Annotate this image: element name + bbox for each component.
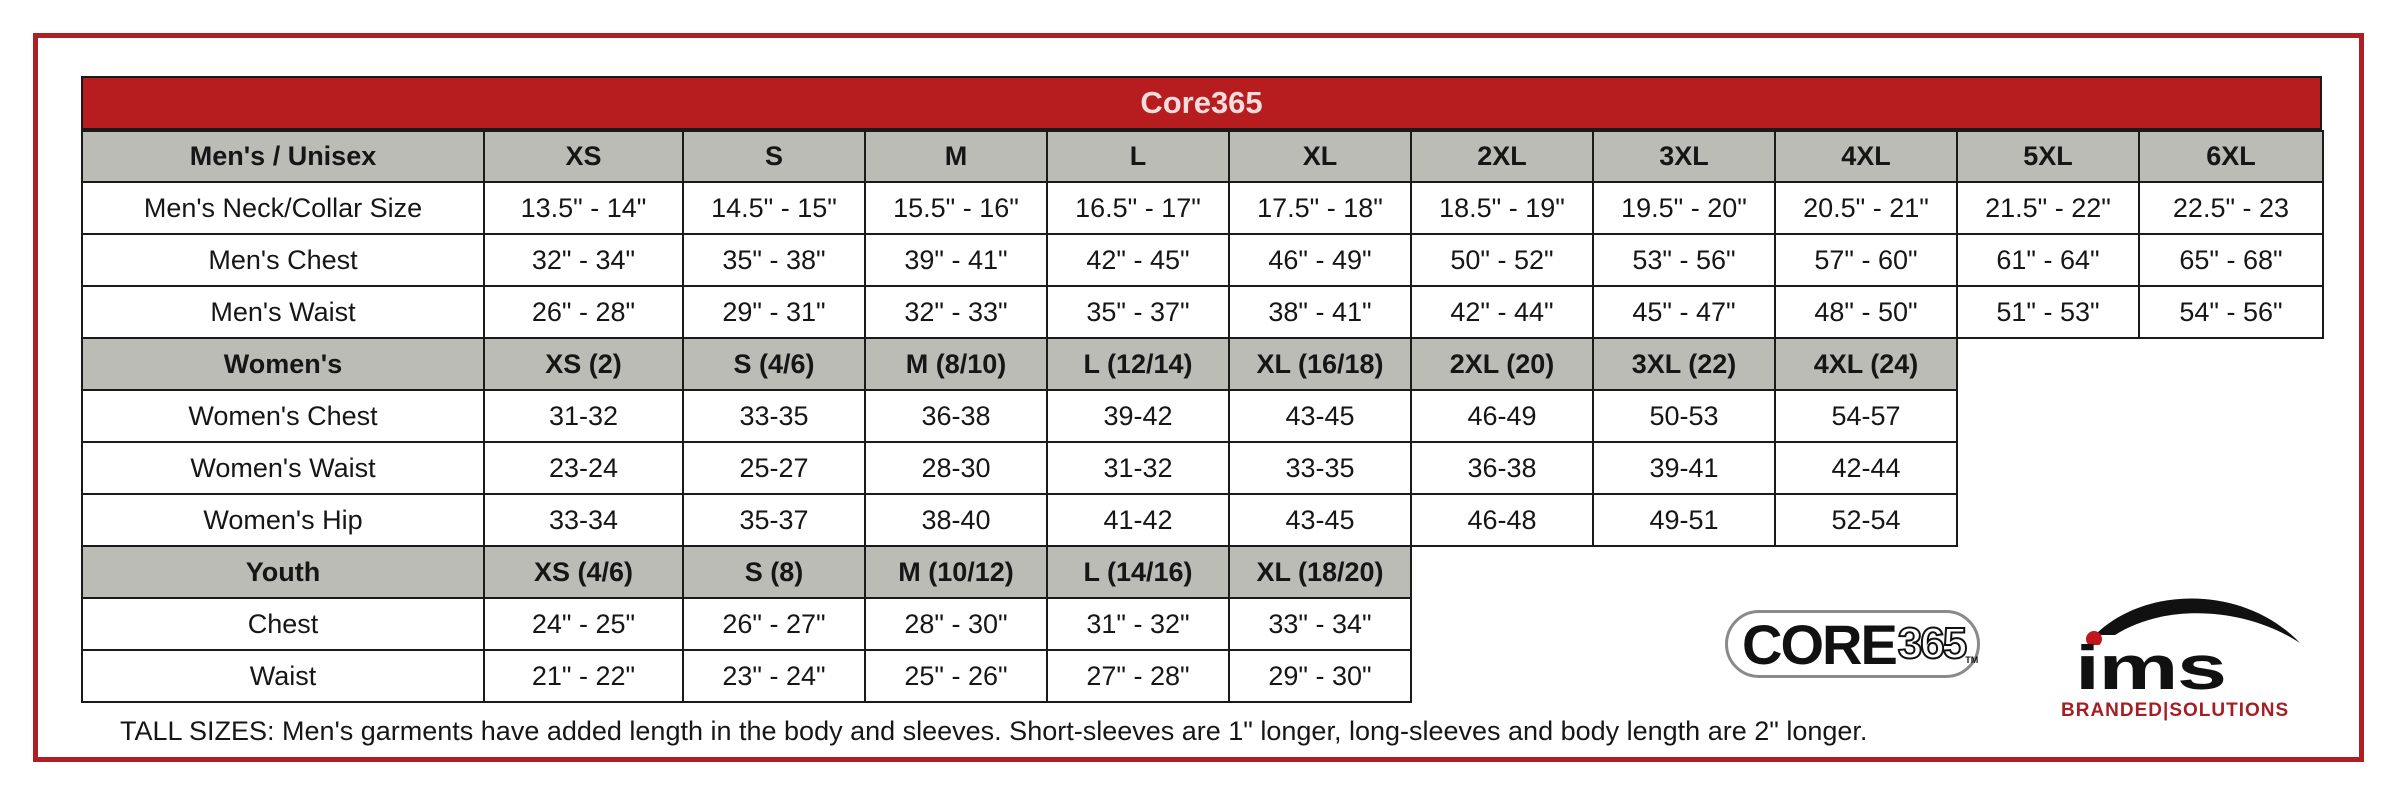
ims-logo <box>2055 585 2325 725</box>
mens-size-value: 26" - 28" <box>483 285 684 339</box>
youth-row-label: Waist <box>81 649 485 703</box>
ims-logo-tagline: BRANDED|SOLUTIONS <box>2061 700 2290 721</box>
mens-size-value: 20.5" - 21" <box>1774 181 1958 235</box>
mens-size-value: 38" - 41" <box>1228 285 1412 339</box>
womens-size-value: 33-35 <box>1228 441 1412 495</box>
mens-size-value: 32" - 34" <box>483 233 684 287</box>
mens-size-value: 45" - 47" <box>1592 285 1776 339</box>
youth-size-value: 33" - 34" <box>1228 597 1412 651</box>
mens-size-value: 14.5" - 15" <box>682 181 866 235</box>
core365-logo <box>1725 610 1980 678</box>
womens-size-value: 23-24 <box>483 441 684 495</box>
womens-size-value: 31-32 <box>483 389 684 443</box>
womens-size-value: 25-27 <box>682 441 866 495</box>
mens-size-value: 22.5" - 23 <box>2138 181 2324 235</box>
womens-size-value: 28-30 <box>864 441 1048 495</box>
womens-size-value: 50-53 <box>1592 389 1776 443</box>
womens-size-value: 46-49 <box>1410 389 1594 443</box>
mens-size-value: 19.5" - 20" <box>1592 181 1776 235</box>
womens-size-header: 3XL (22) <box>1592 337 1776 391</box>
mens-size-value: 42" - 45" <box>1046 233 1230 287</box>
mens-size-header: 4XL <box>1774 130 1958 183</box>
womens-size-value: 36-38 <box>1410 441 1594 495</box>
mens-size-header: 5XL <box>1956 130 2140 183</box>
womens-size-value: 46-48 <box>1410 493 1594 547</box>
mens-size-value: 46" - 49" <box>1228 233 1412 287</box>
mens-size-value: 35" - 38" <box>682 233 866 287</box>
womens-size-header: 2XL (20) <box>1410 337 1594 391</box>
mens-size-value: 35" - 37" <box>1046 285 1230 339</box>
mens-size-header: M <box>864 130 1048 183</box>
womens-size-value: 49-51 <box>1592 493 1776 547</box>
youth-size-header: S (8) <box>682 545 866 599</box>
womens-size-header: XS (2) <box>483 337 684 391</box>
core-logo-text: CORE <box>1742 612 1896 676</box>
youth-size-header: L (14/16) <box>1046 545 1230 599</box>
youth-size-value: 28" - 30" <box>864 597 1048 651</box>
womens-size-value: 38-40 <box>864 493 1048 547</box>
mens-size-value: 18.5" - 19" <box>1410 181 1594 235</box>
womens-size-value: 54-57 <box>1774 389 1958 443</box>
core-logo-number: 365 <box>1897 619 1966 668</box>
womens-size-value: 36-38 <box>864 389 1048 443</box>
mens-row-label: Men's Waist <box>81 285 485 339</box>
womens-size-value: 43-45 <box>1228 493 1412 547</box>
mens-size-value: 42" - 44" <box>1410 285 1594 339</box>
womens-size-value: 35-37 <box>682 493 866 547</box>
mens-size-value: 50" - 52" <box>1410 233 1594 287</box>
mens-size-value: 17.5" - 18" <box>1228 181 1412 235</box>
womens-size-value: 39-42 <box>1046 389 1230 443</box>
youth-size-header: XL (18/20) <box>1228 545 1412 599</box>
ims-logo-word: ims <box>2075 634 2226 703</box>
womens-size-value: 52-54 <box>1774 493 1958 547</box>
mens-size-value: 51" - 53" <box>1956 285 2140 339</box>
womens-size-value: 41-42 <box>1046 493 1230 547</box>
youth-size-value: 29" - 30" <box>1228 649 1412 703</box>
womens-size-header: 4XL (24) <box>1774 337 1958 391</box>
mens-size-value: 16.5" - 17" <box>1046 181 1230 235</box>
mens-size-value: 48" - 50" <box>1774 285 1958 339</box>
youth-size-value: 31" - 32" <box>1046 597 1230 651</box>
womens-row-label: Women's Chest <box>81 389 485 443</box>
tall-sizes-note: TALL SIZES: Men's garments have added length in the body and sleeves. Short-sleeves are 1" longer, long-sleeves and body length are 2" longer. <box>120 716 1868 746</box>
womens-size-value: 33-35 <box>682 389 866 443</box>
womens-size-value: 31-32 <box>1046 441 1230 495</box>
youth-size-value: 27" - 28" <box>1046 649 1230 703</box>
youth-section-header: Youth <box>81 545 485 599</box>
mens-size-header: 2XL <box>1410 130 1594 183</box>
mens-size-header: 3XL <box>1592 130 1776 183</box>
mens-size-value: 21.5" - 22" <box>1956 181 2140 235</box>
youth-size-header: XS (4/6) <box>483 545 684 599</box>
womens-size-header: S (4/6) <box>682 337 866 391</box>
mens-size-value: 13.5" - 14" <box>483 181 684 235</box>
youth-size-header: M (10/12) <box>864 545 1048 599</box>
womens-size-value: 39-41 <box>1592 441 1776 495</box>
mens-size-header: XL <box>1228 130 1412 183</box>
womens-section-header: Women's <box>81 337 485 391</box>
mens-size-value: 61" - 64" <box>1956 233 2140 287</box>
womens-size-value: 42-44 <box>1774 441 1958 495</box>
mens-size-header: S <box>682 130 866 183</box>
mens-row-label: Men's Chest <box>81 233 485 287</box>
mens-size-value: 53" - 56" <box>1592 233 1776 287</box>
mens-size-header: L <box>1046 130 1230 183</box>
table-title: Core365 <box>81 76 2322 130</box>
core-logo-tm: TM <box>1965 655 1979 665</box>
youth-size-value: 23" - 24" <box>682 649 866 703</box>
womens-size-value: 43-45 <box>1228 389 1412 443</box>
mens-section-header: Men's / Unisex <box>81 130 485 183</box>
womens-size-value: 33-34 <box>483 493 684 547</box>
mens-size-value: 57" - 60" <box>1774 233 1958 287</box>
youth-size-value: 25" - 26" <box>864 649 1048 703</box>
mens-size-header: 6XL <box>2138 130 2324 183</box>
mens-row-label: Men's Neck/Collar Size <box>81 181 485 235</box>
mens-size-value: 15.5" - 16" <box>864 181 1048 235</box>
mens-size-value: 29" - 31" <box>682 285 866 339</box>
youth-size-value: 26" - 27" <box>682 597 866 651</box>
mens-size-value: 32" - 33" <box>864 285 1048 339</box>
youth-size-value: 21" - 22" <box>483 649 684 703</box>
youth-size-value: 24" - 25" <box>483 597 684 651</box>
mens-size-value: 65" - 68" <box>2138 233 2324 287</box>
womens-size-header: XL (16/18) <box>1228 337 1412 391</box>
womens-row-label: Women's Waist <box>81 441 485 495</box>
mens-size-value: 39" - 41" <box>864 233 1048 287</box>
mens-size-header: XS <box>483 130 684 183</box>
mens-size-value: 54" - 56" <box>2138 285 2324 339</box>
womens-size-header: L (12/14) <box>1046 337 1230 391</box>
womens-row-label: Women's Hip <box>81 493 485 547</box>
womens-size-header: M (8/10) <box>864 337 1048 391</box>
youth-row-label: Chest <box>81 597 485 651</box>
